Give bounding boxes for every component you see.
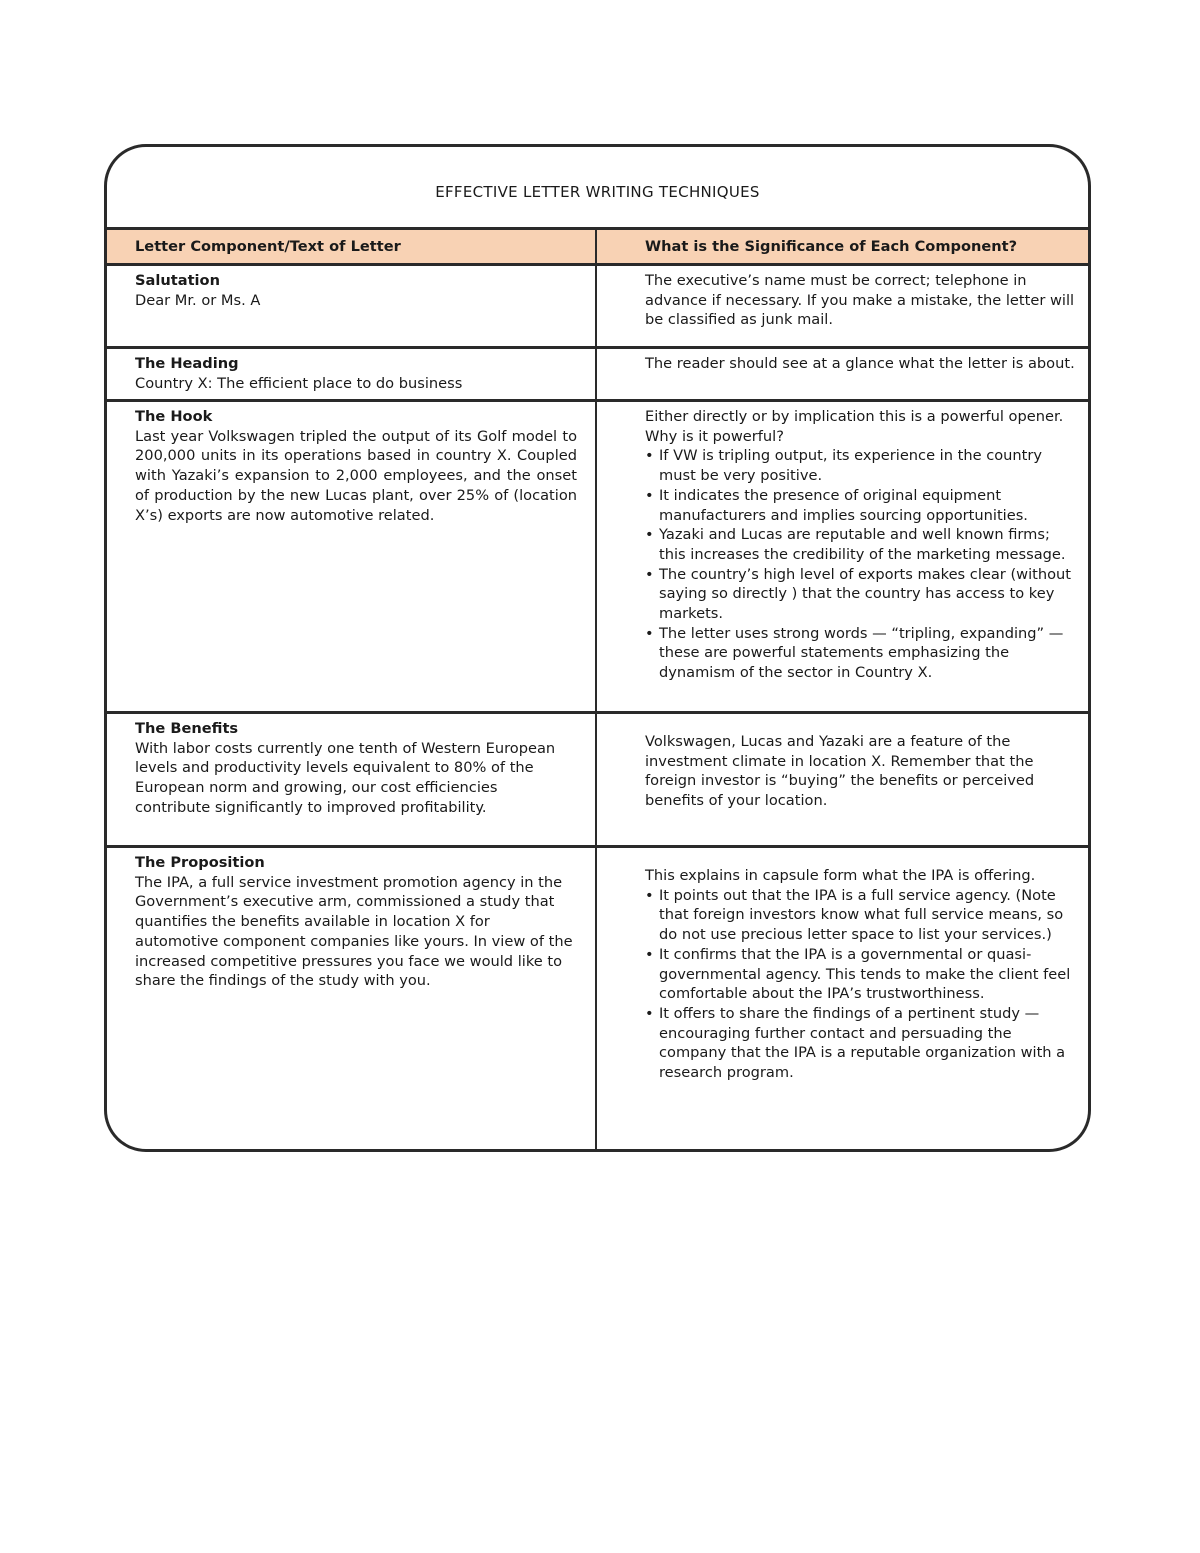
table-row-benefits xyxy=(107,714,1088,848)
table-row-hook xyxy=(107,402,1088,714)
component-cell xyxy=(107,714,597,845)
significance-text: The reader should see at a glance what the letter is about. xyxy=(645,355,1075,372)
significance-bullets xyxy=(645,886,1076,1083)
component-cell xyxy=(107,266,597,346)
significance-cell xyxy=(597,848,1088,1152)
component-cell xyxy=(107,349,597,399)
letter-text: Country X: The efficient place to do business xyxy=(135,374,463,392)
significance-text: The executive’s name must be correct; telephone in advance if necessary. If you make a mistake, the letter will be classified as junk mail. xyxy=(645,272,1075,329)
bullet-item: • It confirms that the IPA is a governmental or quasi-governmental agency. This tends to make the client feel comfortable about the IPA’s trustworthiness. xyxy=(645,945,1076,1004)
bullet-item: • Yazaki and Lucas are reputable and well known firms; this increases the credibility of the marketing message. xyxy=(645,525,1076,564)
significance-cell xyxy=(597,266,1088,346)
bullet-item: • If VW is tripling output, its experience in the country must be very positive. xyxy=(645,446,1076,485)
component-cell xyxy=(107,402,597,711)
table-row-salutation xyxy=(107,266,1088,349)
bullet-item: • The country’s high level of exports makes clear (without saying so directly ) that the country has access to key markets. xyxy=(645,565,1076,624)
bullet-item: • It indicates the presence of original equipment manufacturers and implies sourcing opportunities. xyxy=(645,486,1076,525)
significance-cell xyxy=(597,402,1088,711)
header-left: Letter Component/Text of Letter xyxy=(107,230,597,263)
techniques-table xyxy=(104,144,1091,1152)
significance-text: Volkswagen, Lucas and Yazaki are a feature of the investment climate in location X. Remember that the foreign investor is “buying” the benefits or perceived benefits of your location. xyxy=(645,733,1035,810)
table-title: EFFECTIVE LETTER WRITING TECHNIQUES xyxy=(435,183,760,201)
table-row-proposition xyxy=(107,848,1088,1152)
letter-text: Last year Volkswagen tripled the output of its Golf model to 200,000 units in its operations based in country X. Coupled with Yazaki’s expansion to 2,000 employees, and the onset of production by the new Lucas plant, over 25% of (location X’s) exports are now automotive related. xyxy=(135,427,577,524)
title-row xyxy=(107,147,1088,230)
bullet-item: • It offers to share the findings of a pertinent study —encouraging further contact and persuading the company that the IPA is a reputable organization with a research program. xyxy=(645,1004,1076,1083)
header-row xyxy=(107,230,1088,266)
significance-cell xyxy=(597,349,1088,399)
significance-cell xyxy=(597,714,1088,845)
bullet-item: • The letter uses strong words — “tripling, expanding” — these are powerful statements emphasizing the dynamism of the sector in Country X. xyxy=(645,624,1076,683)
significance-intro: Either directly or by implication this is a powerful opener. Why is it powerful? xyxy=(645,408,1064,445)
letter-text: The IPA, a full service investment promotion agency in the Government’s executive arm, commissioned a study that quantifies the benefits available in location X for automotive component companies like yours. In view of the increased competitive pressures you face we would like to share the findings of the study with you. xyxy=(135,873,573,990)
component-label: The Benefits xyxy=(135,720,239,737)
significance-bullets xyxy=(645,446,1076,682)
component-label: The Hook xyxy=(135,408,213,425)
table-row-heading xyxy=(107,349,1088,402)
component-label: The Heading xyxy=(135,355,239,372)
letter-text: With labor costs currently one tenth of Western European levels and productivity levels equivalent to 80% of the European norm and growing, our cost efficiencies contribute significantly to improved profitability. xyxy=(135,739,556,816)
significance-intro: This explains in capsule form what the IPA is offering. xyxy=(645,867,1036,884)
component-label: The Proposition xyxy=(135,854,265,871)
component-cell xyxy=(107,848,597,1152)
bullet-item: • It points out that the IPA is a full service agency. (Note that foreign investors know what full service means, so do not use precious letter space to list your services.) xyxy=(645,886,1076,945)
header-right: What is the Significance of Each Component? xyxy=(645,237,1018,255)
letter-text: Dear Mr. or Ms. A xyxy=(135,291,261,309)
component-label: Salutation xyxy=(135,272,220,289)
